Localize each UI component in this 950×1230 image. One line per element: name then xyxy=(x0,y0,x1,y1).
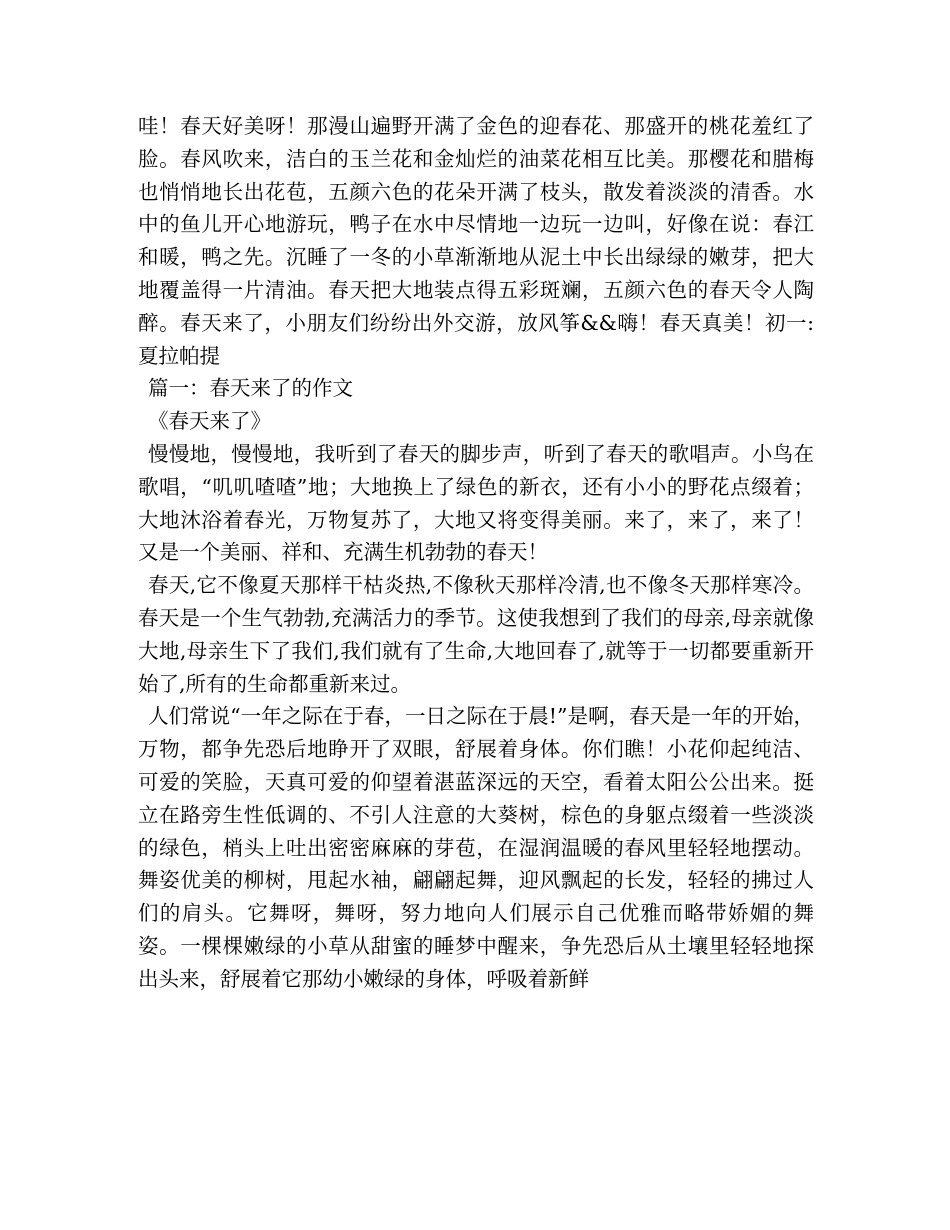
paragraph-nature: 人们常说“一年之际在于春，一日之际在于晨!”是啊，春天是一年的开始，万物，都争先恐后地睁开了双眼，舒展着身体。你们瞧！小花仰起纯洁、可爱的笑脸，天真可爱的仰望着湛蓝深远的天空，看着太阳公公出来。挺立在路旁生性低调的、不引人注意的大葵树，棕色的身躯点缀着一些淡淡的绿色，梢头上吐出密密麻麻的芽苞，在湿润温暖的春风里轻轻地摆动。舞姿优美的柳树，甩起水袖，翩翩起舞，迎风飘起的长发，轻轻的拂过人们的肩头。它舞呀，舞呀，努力地向人们展示自己优雅而略带娇媚的舞姿。一棵棵嫩绿的小草从甜蜜的睡梦中醒来，争先恐后从土壤里轻轻地探出头来，舒展着它那幼小嫩绿的身体，呼吸着新鲜 xyxy=(138,704,814,991)
section-heading: 篇一：春天来了的作文 xyxy=(148,376,353,401)
essay-title: 《春天来了》 xyxy=(148,409,271,434)
paragraph-intro: 哇！春天好美呀！那漫山遍野开满了金色的迎春花、那盛开的桃花羞红了脸。春风吹来，洁白的玉兰花和金灿烂的油菜花相互比美。那樱花和腊梅也悄悄地长出花苞，五颜六色的花朵开满了枝头，散发着淡淡的清香。水中的鱼儿开心地游玩，鸭子在水中尽情地一边玩一边叫，好像在说：春江和暖，鸭之先。沉睡了一冬的小草渐渐地从泥土中长出绿绿的嫩芽，把大地覆盖得一片清油。春天把大地装点得五彩斑斓，五颜六色的春天令人陶醉。春天来了，小朋友们纷纷出外交游，放风筝&&嗨！春天真美！初一:夏拉帕提 xyxy=(138,114,814,368)
document-page xyxy=(138,110,814,996)
paragraph-seasons: 春天,它不像夏天那样干枯炎热,不像秋天那样冷清,也不像冬天那样寒冷。春天是一个生气勃勃,充满活力的季节。这使我想到了我们的母亲,母亲就像大地,母亲生下了我们,我们就有了生命,大地回春了,就等于一切都要重新开始了,所有的生命都重新来过。 xyxy=(138,573,814,696)
paragraph-footsteps: 慢慢地，慢慢地，我听到了春天的脚步声，听到了春天的歌唱声。小鸟在歌唱，“叽叽喳喳”地；大地换上了绿色的新衣，还有小小的野花点缀着；大地沐浴着春光，万物复苏了，大地又将变得美丽。来了，来了，来了！又是一个美丽、祥和、充满生机勃勃的春天！ xyxy=(138,441,814,565)
